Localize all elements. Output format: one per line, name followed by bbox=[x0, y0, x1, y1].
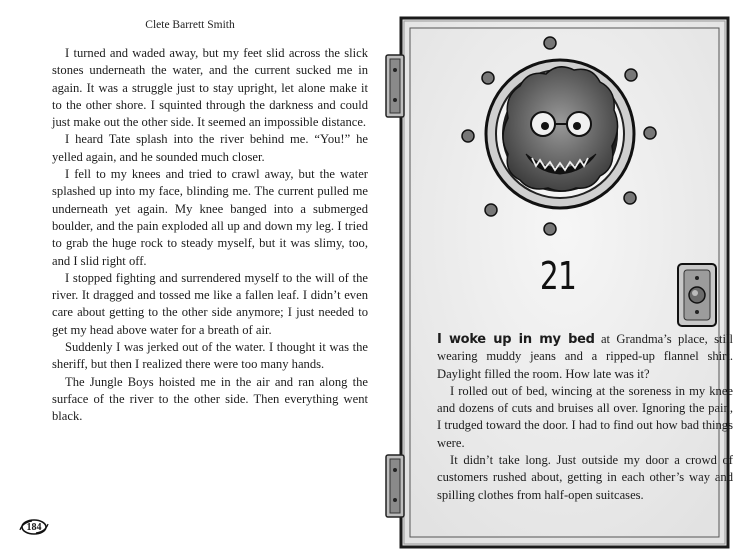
porthole-window bbox=[486, 60, 634, 208]
paragraph: I fell to my knees and tried to crawl away, but the water splashed up into my face, blinding me. The current pulled me underneath yet again. My knee banged into a submerged boulder, and the pain exploded all up and down my leg. I tried to grab the huge rock to steady myself, but it was slimy, too, and I slid right off. bbox=[52, 167, 368, 268]
monster-icon bbox=[503, 67, 618, 191]
page-number bbox=[18, 518, 50, 536]
paragraph: I rolled out of bed, wincing at the soreness in my knee and dozens of cuts and bruises all over. Ignoring the pain, I trudged toward the door. I had to find out how bad things were. bbox=[437, 383, 733, 450]
left-body-text bbox=[52, 45, 368, 426]
paragraph: Suddenly I was jerked out of the water. I thought it was the sheriff, but then I realized there were too many hands. bbox=[52, 340, 368, 372]
right-body-text bbox=[437, 331, 733, 504]
chapter-number: 21 bbox=[539, 254, 577, 298]
door-plate-icon bbox=[678, 264, 716, 326]
paragraph: The Jungle Boys hoisted me in the air and ran along the surface of the river to the other side. Then everything went black. bbox=[52, 374, 368, 424]
chapter-lead-in: I woke up in my bed bbox=[437, 332, 595, 347]
hinge-bottom-icon bbox=[386, 455, 404, 517]
paragraph: I stopped fighting and surrendered myself to the will of the river. It dragged and tossed me like a fallen leaf. I didn’t even care about getting to the other side anymore; I just needed to get my head above water for a breath of air. bbox=[52, 270, 368, 337]
running-head: Clete Barrett Smith bbox=[145, 19, 235, 31]
paragraph-rest: at Grandma’s place, still wearing muddy jeans and a ripped-up flannel shirt. Daylight filled the room. How late was it? bbox=[437, 332, 733, 381]
right-page bbox=[380, 0, 747, 560]
page-number-text: 184 bbox=[26, 521, 42, 533]
paragraph bbox=[437, 331, 733, 383]
hinge-top-icon bbox=[386, 55, 404, 117]
paragraph: It didn’t take long. Just outside my door a crowd of customers rushed about, getting in each other’s way and spilling clothes from half-open suitcases. bbox=[437, 453, 733, 502]
paragraph: I heard Tate splash into the river behind me. “You!” he yelled again, and he sounded much closer. bbox=[52, 132, 368, 164]
paragraph: I turned and waded away, but my feet slid across the slick stones underneath the water, and the current sucked me in again. It was a struggle just to stay upright, let alone make it to the other shore. I squinted through the darkness and could just make out the other side. It seemed an impossible distance. bbox=[52, 46, 368, 130]
